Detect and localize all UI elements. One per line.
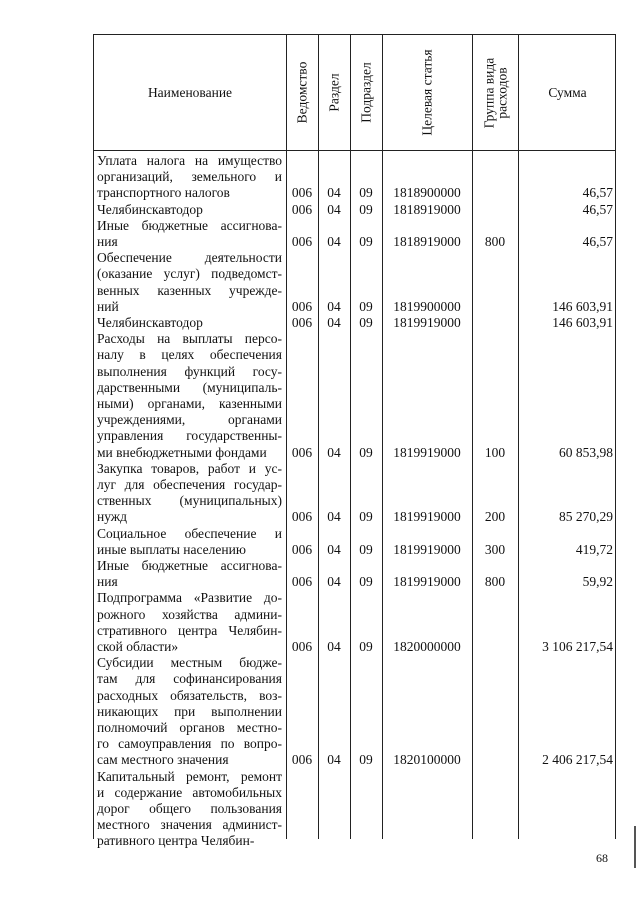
table-row — [94, 526, 617, 558]
header-razdel: Раздел — [326, 73, 342, 112]
name-line: венных казенных учрежде- — [97, 282, 282, 298]
name-line: сам местного значения — [97, 752, 229, 768]
name-line: Челябинскавтодор — [97, 315, 203, 330]
cell-summa: 146 603,91 — [552, 298, 613, 314]
cell-summa: 146 603,91 — [552, 315, 613, 330]
cell-podrazdel: 09 — [359, 201, 373, 217]
cell-naimenovanie — [97, 315, 282, 331]
cell-vedomstvo: 006 — [291, 752, 313, 768]
cell-razdel: 04 — [327, 444, 341, 460]
header-podrazdel: Подраздел — [358, 62, 374, 123]
table-row — [94, 590, 617, 655]
name-line: расходных обязательств, воз- — [97, 687, 282, 703]
name-line: Расходы на выплаты персо- — [97, 331, 282, 347]
table-row — [94, 250, 617, 315]
cell-celevaya-statya: 1820100000 — [393, 752, 461, 768]
cell-naimenovanie — [97, 250, 282, 315]
name-line: дорог общего пользования — [97, 801, 282, 816]
header-divider — [94, 150, 615, 151]
cell-celevaya-statya: 1820000000 — [393, 638, 461, 654]
cell-summa: 60 853,98 — [559, 444, 613, 460]
cell-celevaya-statya: 1818919000 — [393, 233, 461, 249]
cell-celevaya-statya: 1819919000 — [393, 509, 461, 525]
name-line: учреждениями, органами — [97, 412, 282, 428]
cell-summa: 419,72 — [575, 541, 613, 557]
cell-naimenovanie — [97, 202, 282, 218]
name-line: ственных (муниципальных) — [97, 493, 282, 509]
cell-razdel: 04 — [327, 509, 341, 525]
cell-razdel: 04 — [327, 574, 341, 590]
table-row — [94, 461, 617, 526]
cell-celevaya-statya: 1819919000 — [393, 444, 461, 460]
name-line: ративного центра Челябин- — [97, 833, 255, 849]
cell-podrazdel: 09 — [359, 315, 373, 330]
cell-vedomstvo: 006 — [291, 574, 313, 590]
cell-vedomstvo: 006 — [291, 638, 313, 654]
cell-razdel: 04 — [327, 233, 341, 249]
name-line: Иные бюджетные ассигнова- — [97, 217, 282, 233]
cell-summa: 59,92 — [582, 574, 613, 590]
cell-naimenovanie — [97, 526, 282, 558]
cell-vedomstvo: 006 — [291, 541, 313, 557]
name-line: организаций, земельного и — [97, 169, 282, 185]
name-line: дарственными (муниципаль- — [97, 379, 282, 395]
name-line: транспортного налогов — [97, 185, 230, 201]
name-line: ний — [97, 298, 119, 314]
header-vedomstvo: Ведомство — [294, 61, 310, 124]
cell-vedomstvo: 006 — [291, 444, 313, 460]
table-row — [94, 331, 617, 461]
header-name: Наименование — [147, 84, 233, 100]
name-line: ния — [97, 234, 118, 249]
cell-podrazdel: 09 — [359, 233, 373, 249]
name-line: полномочий органов местно- — [97, 720, 282, 735]
cell-naimenovanie — [97, 331, 282, 461]
cell-summa: 85 270,29 — [559, 509, 613, 525]
name-line: нужд — [97, 509, 127, 525]
scan-edge-mark — [634, 826, 636, 868]
cell-celevaya-statya: 1819919000 — [393, 541, 461, 557]
name-line: Иные бюджетные ассигнова- — [97, 558, 282, 573]
cell-gruppa: 300 — [484, 541, 506, 557]
name-line: Челябинскавтодор — [97, 201, 203, 217]
cell-gruppa: 800 — [484, 233, 506, 249]
name-line: Подпрограмма «Развитие до- — [97, 590, 282, 606]
name-line: рожного хозяйства админи- — [97, 606, 282, 622]
cell-podrazdel: 09 — [359, 509, 373, 525]
cell-razdel: 04 — [327, 638, 341, 654]
cell-podrazdel: 09 — [359, 298, 373, 314]
cell-razdel: 04 — [327, 185, 341, 201]
name-line: иные выплаты населению — [97, 541, 246, 557]
name-line: луг для обеспечения государ- — [97, 477, 282, 492]
name-line: и содержание автомобильных — [97, 784, 282, 800]
header-gruppa-vida-rashodov: Группа вида расходов — [481, 57, 509, 128]
table-row — [94, 655, 617, 768]
cell-razdel: 04 — [327, 298, 341, 314]
cell-gruppa: 200 — [484, 509, 506, 525]
cell-summa: 3 106 217,54 — [542, 638, 613, 654]
cell-summa: 46,57 — [582, 185, 613, 201]
name-line: стративного центра Челябин- — [97, 622, 282, 638]
name-line: управления государственны- — [97, 428, 282, 444]
name-line: ской области» — [97, 639, 179, 654]
table-row — [94, 558, 617, 590]
name-line: налу в целях обеспечения — [97, 347, 282, 363]
cell-summa: 46,57 — [582, 233, 613, 249]
table-row — [94, 769, 617, 850]
budget-table — [93, 34, 616, 849]
cell-naimenovanie — [97, 558, 282, 590]
cell-vedomstvo: 006 — [291, 201, 313, 217]
header-celevaya-statya: Целевая статья — [419, 49, 435, 136]
cell-vedomstvo: 006 — [291, 298, 313, 314]
cell-vedomstvo: 006 — [291, 315, 313, 330]
cell-celevaya-statya: 1819900000 — [393, 298, 461, 314]
cell-vedomstvo: 006 — [291, 509, 313, 525]
cell-naimenovanie — [97, 218, 282, 250]
name-line: ми внебюджетными фондами — [97, 444, 267, 460]
cell-naimenovanie — [97, 153, 282, 202]
table-row — [94, 218, 617, 250]
name-line: выполнения функций госу- — [97, 363, 282, 379]
name-line: Уплата налога на имущество — [97, 153, 282, 168]
name-line: Обеспечение деятельности — [97, 250, 282, 266]
name-line: местного значения админист- — [97, 817, 282, 833]
cell-podrazdel: 09 — [359, 638, 373, 654]
cell-razdel: 04 — [327, 541, 341, 557]
cell-celevaya-statya: 1818900000 — [393, 185, 461, 201]
cell-razdel: 04 — [327, 752, 341, 768]
table-row — [94, 315, 617, 331]
name-line: ными) органами, казенными — [97, 396, 282, 411]
name-line: там для софинансирования — [97, 671, 282, 687]
name-line: ния — [97, 574, 118, 590]
page-number: 68 — [596, 851, 608, 865]
cell-celevaya-statya: 1819919000 — [393, 315, 461, 330]
name-line: го самоуправления по вопро- — [97, 736, 282, 752]
name-line: Капитальный ремонт, ремонт — [97, 768, 282, 784]
cell-summa: 46,57 — [582, 201, 613, 217]
cell-summa: 2 406 217,54 — [542, 752, 613, 768]
cell-naimenovanie — [97, 655, 282, 768]
cell-razdel: 04 — [327, 201, 341, 217]
table-row — [94, 153, 617, 202]
header-summa: Сумма — [548, 84, 587, 100]
cell-podrazdel: 09 — [359, 444, 373, 460]
name-line: (оказание услуг) подведомст- — [97, 266, 282, 282]
name-line: Субсидии местным бюдже- — [97, 655, 282, 671]
cell-naimenovanie — [97, 769, 282, 850]
cell-celevaya-statya: 1819919000 — [393, 574, 461, 590]
name-line: Социальное обеспечение и — [97, 525, 282, 541]
cell-naimenovanie — [97, 590, 282, 655]
cell-podrazdel: 09 — [359, 574, 373, 590]
table-row — [94, 202, 617, 218]
cell-podrazdel: 09 — [359, 185, 373, 201]
name-line: Закупка товаров, работ и ус- — [97, 460, 282, 476]
cell-celevaya-statya: 1818919000 — [393, 201, 461, 217]
cell-naimenovanie — [97, 461, 282, 526]
name-line: никающих при выполнении — [97, 703, 282, 719]
cell-podrazdel: 09 — [359, 752, 373, 768]
cell-vedomstvo: 006 — [291, 185, 313, 201]
cell-vedomstvo: 006 — [291, 233, 313, 249]
cell-gruppa: 800 — [484, 574, 506, 590]
cell-gruppa: 100 — [484, 444, 506, 460]
cell-razdel: 04 — [327, 315, 341, 330]
cell-podrazdel: 09 — [359, 541, 373, 557]
